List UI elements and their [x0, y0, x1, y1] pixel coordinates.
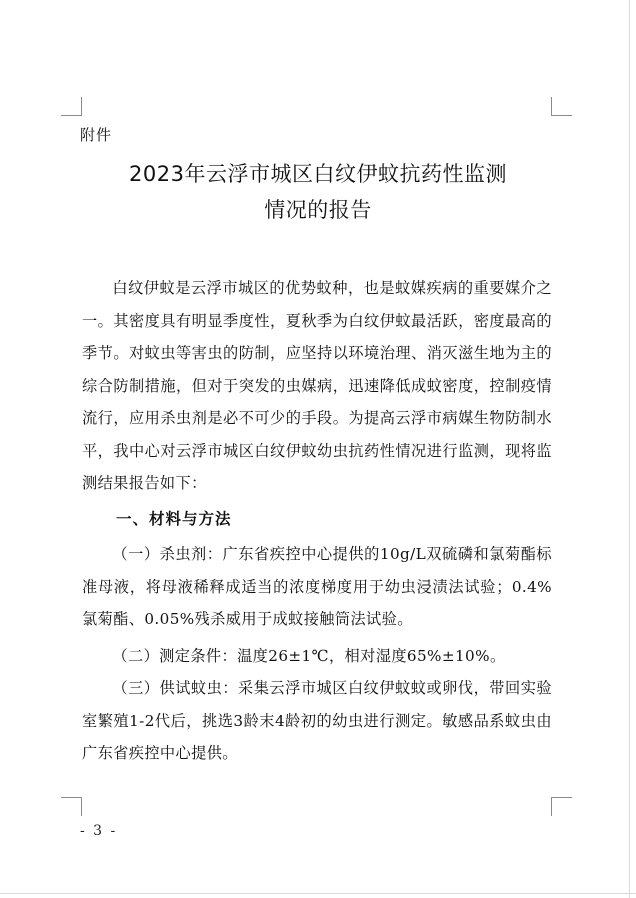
page-number: - 3 - — [80, 823, 118, 839]
paragraph-insecticide: （一）杀虫剂：广东省疾控中心提供的10g/L双硫磷和氯菊酯标准母液，将母液稀释成适当的浓度梯度用于幼虫浸渍法试验；0.4%氯菊酯、0.05%残杀威用于成蚊接触筒法试验。 — [82, 545, 552, 628]
crop-mark-top-right — [551, 97, 572, 116]
document-title-line1: 2023年云浮市城区白纹伊蚊抗药性监测 — [129, 162, 507, 186]
intro-paragraph: 白纹伊蚊是云浮市城区的优势蚊种，也是蚊媒疾病的重要媒介之一。其密度具有明显季度性，夏秋季为白纹伊蚊最活跃，密度最高的季节。对蚊虫等害虫的防制，应坚持以环境治理、消灭滋生地为主的综合防制措施，但对于突发的虫媒病，迅速降低成蚊密度，控制疫情流行，应用杀虫剂是必不可少的手段。为提高云浮市病媒生物防制水平，我中心对云浮市城区白纹伊蚊幼虫抗药性情况进行监测，现将监测结果报告如下： — [82, 279, 552, 492]
page-edge — [0, 893, 636, 894]
attachment-label: 附件 — [80, 126, 113, 144]
crop-mark-bottom-right — [551, 797, 572, 816]
section-heading-materials-methods: 一、材料与方法 — [116, 510, 232, 528]
page-edge — [629, 0, 630, 898]
paragraph-test-mosquitoes: （三）供试蚊虫：采集云浮市城区白纹伊蚊蚊或卵伐，带回实验室繁殖1-2代后，挑选3龄末4龄初的幼虫进行测定。敏感品系蚊虫由广东省疾控中心提供。 — [82, 679, 552, 762]
crop-mark-top-left — [61, 97, 82, 116]
document-title-line2: 情况的报告 — [264, 198, 372, 222]
crop-mark-bottom-left — [61, 797, 82, 816]
paragraph-test-conditions: （二）测定条件：温度26±1℃，相对湿度65%±10%。 — [112, 647, 506, 665]
